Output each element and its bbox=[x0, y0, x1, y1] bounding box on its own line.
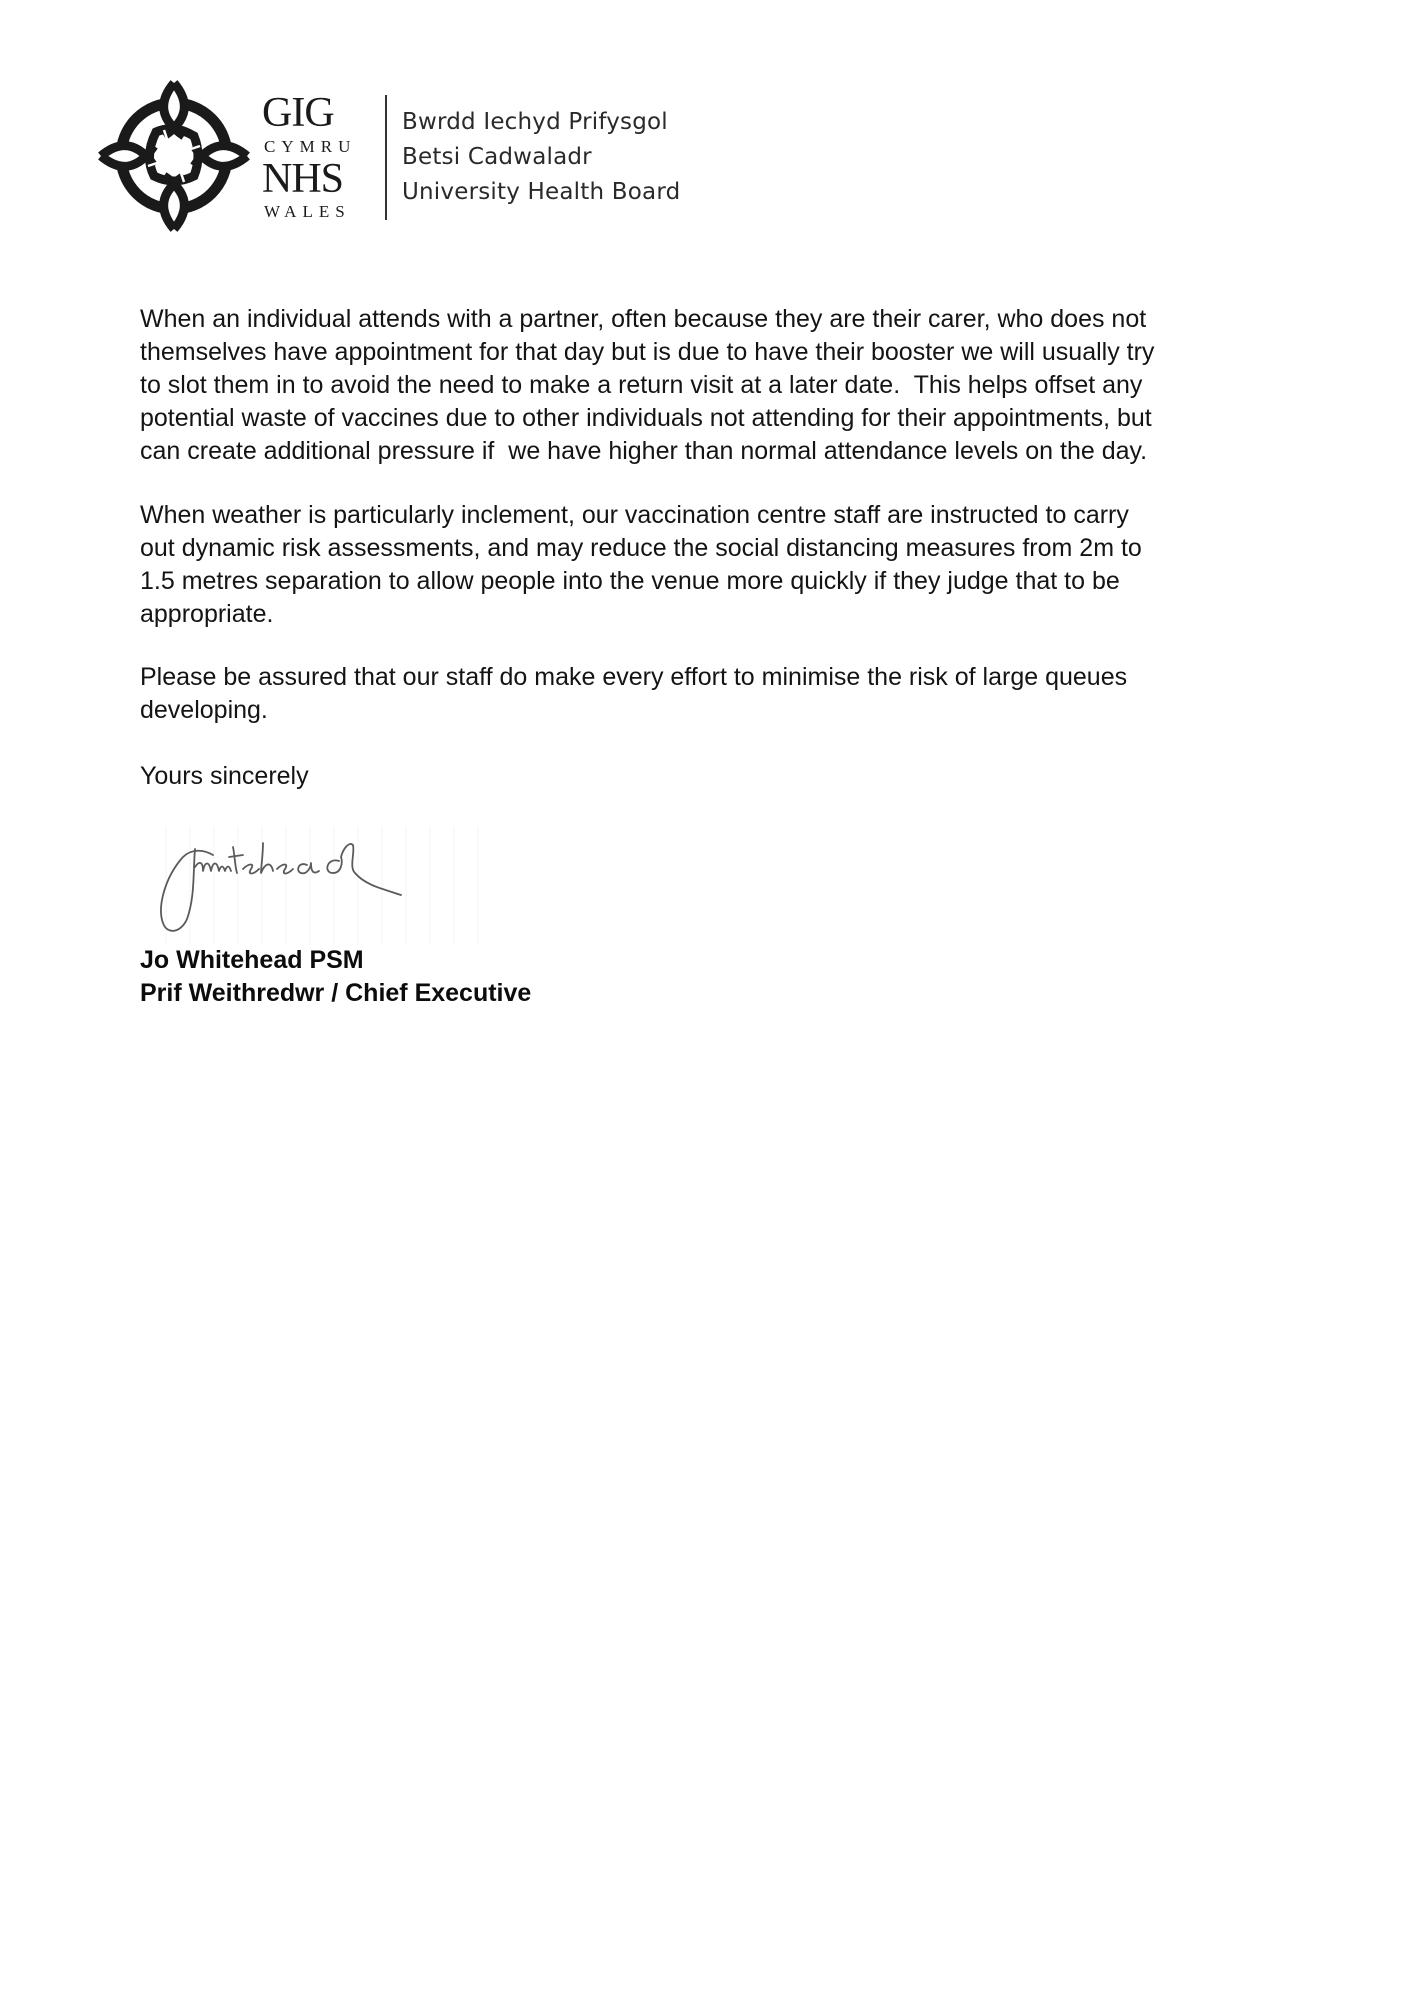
paragraph-line: themselves have appointment for that day but is due to have their booster we will usually try bbox=[140, 338, 1155, 366]
logo-divider bbox=[385, 95, 387, 220]
paragraph-line: When an individual attends with a partner, often because they are their carer, who does not bbox=[140, 305, 1147, 333]
signatory-title: Prif Weithredwr / Chief Executive bbox=[140, 979, 532, 1007]
paragraph-line: 1.5 metres separation to allow people into the venue more quickly if they judge that to be bbox=[140, 567, 1120, 595]
handwritten-signature-icon bbox=[143, 827, 493, 945]
paragraph-line: Please be assured that our staff do make every effort to minimise the risk of large queues bbox=[140, 663, 1128, 691]
logo-nhs-text: NHS bbox=[262, 156, 344, 202]
paragraph-line: potential waste of vaccines due to other individuals not attending for their appointments, but bbox=[140, 404, 1152, 432]
organisation-line-2: Betsi Cadwaladr bbox=[402, 144, 592, 170]
signature-image bbox=[143, 827, 493, 945]
paragraph-line: can create additional pressure if we have higher than normal attendance levels on the day. bbox=[140, 437, 1148, 465]
logo-cymru-text: CYMRU bbox=[264, 137, 357, 156]
closing-salutation: Yours sincerely bbox=[140, 762, 309, 790]
logo-wales-text: WALES bbox=[264, 202, 351, 221]
paragraph-line: to slot them in to avoid the need to make a return visit at a later date. This helps offset any bbox=[140, 371, 1143, 399]
signatory-name: Jo Whitehead PSM bbox=[140, 946, 364, 974]
organisation-line-1: Bwrdd Iechyd Prifysgol bbox=[402, 109, 668, 135]
organisation-line-3: University Health Board bbox=[402, 179, 681, 205]
logo-gig-text: GIG bbox=[262, 90, 334, 136]
paragraph-line: When weather is particularly inclement, our vaccination centre staff are instructed to carry bbox=[140, 501, 1129, 529]
paragraph-line: developing. bbox=[140, 696, 268, 724]
celtic-knot-icon bbox=[98, 80, 250, 232]
paragraph-line: out dynamic risk assessments, and may reduce the social distancing measures from 2m to bbox=[140, 534, 1142, 562]
paragraph-line: appropriate. bbox=[140, 600, 274, 628]
